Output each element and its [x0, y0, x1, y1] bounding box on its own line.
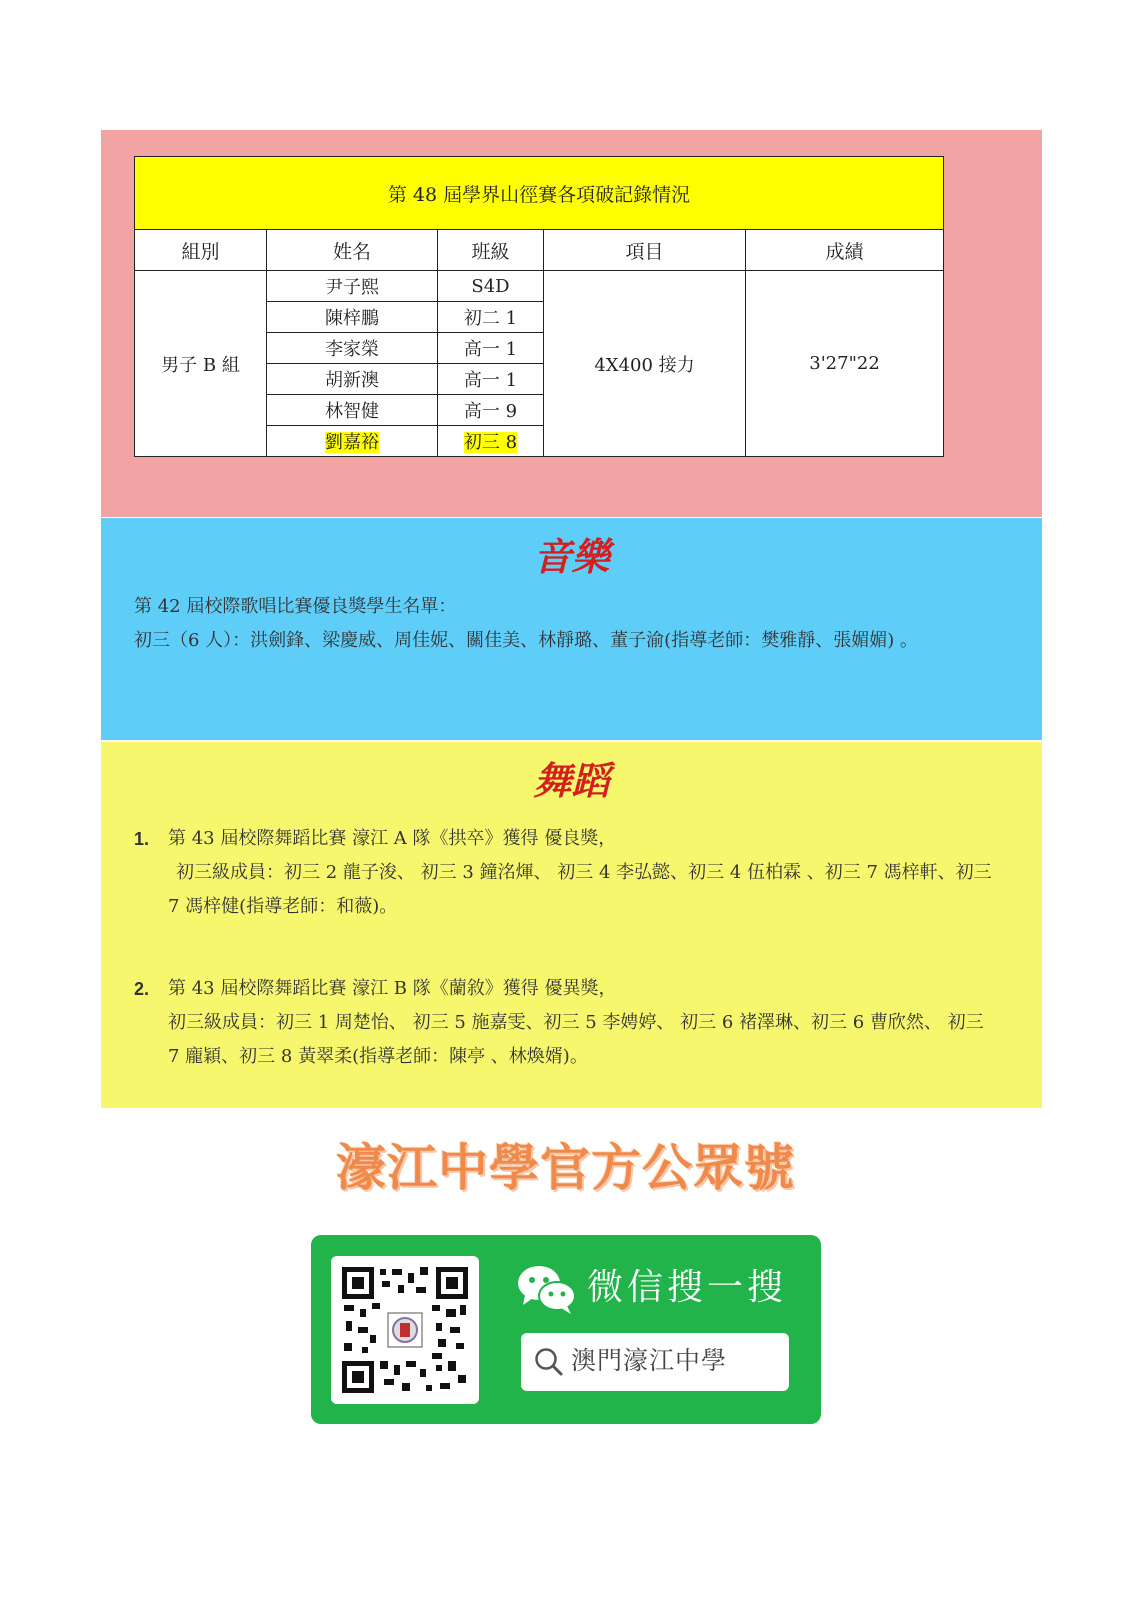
music-title: 音樂 — [533, 535, 610, 579]
music-members: 初三（6 人）：洪劍鋒、梁慶威、周佳妮、關佳美、林靜璐、董子渝(指導老師：樊雅靜、張媚媚) 。 — [134, 630, 918, 651]
music-section — [101, 518, 1042, 740]
name-cell: 林智健 — [267, 395, 438, 426]
table-row — [135, 271, 944, 302]
dance-item-members: 初三級成員：初三 1 周楚怡、 初三 5 施嘉雯、初三 5 李娉婷、 初三 6 褚澤琳、初三 6 曹欣然、 初三 7 龐穎、初三 8 黃翠柔(指導老師：陳亭 、林煥婿)。 — [168, 1012, 984, 1067]
search-input[interactable] — [521, 1333, 789, 1391]
name-cell-highlighted — [267, 426, 438, 457]
header-name: 姓名 — [267, 230, 438, 271]
dance-item-heading: 第 43 屆校際舞蹈比賽 濠江 A 隊《拱卒》獲得 優良獎， — [168, 828, 617, 849]
table-title: 第 48 屆學界山徑賽各項破記錄情況 — [135, 157, 944, 230]
wechat-logo-icon — [517, 1263, 577, 1315]
name-cell: 李家榮 — [267, 333, 438, 364]
wechat-search-label: 微信搜一搜 — [587, 1267, 788, 1308]
class-cell: 高一 1 — [438, 364, 544, 395]
header-event: 項目 — [544, 230, 746, 271]
header-class: 班級 — [438, 230, 544, 271]
class-cell: 高一 1 — [438, 333, 544, 364]
class-cell: S4D — [438, 271, 544, 302]
group-cell: 男子 B 組 — [135, 271, 267, 457]
list-number: 2. — [134, 979, 150, 999]
account-title: 濠江中學官方公眾號 — [336, 1139, 795, 1197]
event-cell: 4X400 接力 — [544, 271, 746, 457]
class-cell: 高一 9 — [438, 395, 544, 426]
list-item — [134, 822, 1004, 932]
highlighted-name: 劉嘉裕 — [325, 432, 379, 453]
dance-item-heading: 第 43 屆校際舞蹈比賽 濠江 B 隊《蘭敘》獲得 優異獎， — [168, 978, 617, 999]
dance-title: 舞蹈 — [533, 759, 610, 803]
name-cell: 胡新澳 — [267, 364, 438, 395]
search-query: 澳門濠江中學 — [571, 1346, 728, 1375]
name-cell: 陳梓鵬 — [267, 302, 438, 333]
qr-code — [331, 1256, 479, 1404]
dance-item-members: 初三級成員：初三 2 龍子浚、 初三 3 鐘洺煇、 初三 4 李弘懿、初三 4 伍柏霖 、初三 7 馮梓軒、初三 7 馮梓健(指導老師：和薇)。 — [168, 862, 992, 917]
list-number: 1. — [134, 829, 150, 849]
athletics-section — [101, 130, 1042, 517]
highlighted-class: 初三 8 — [463, 432, 518, 453]
class-cell: 初二 1 — [438, 302, 544, 333]
search-icon — [534, 1347, 564, 1377]
music-intro: 第 42 屆校際歌唱比賽優良獎學生名單： — [134, 596, 457, 617]
list-item — [134, 972, 1004, 1082]
dance-section — [101, 742, 1042, 1108]
name-cell: 尹子熙 — [267, 271, 438, 302]
header-result: 成績 — [746, 230, 944, 271]
qr-code-icon — [340, 1265, 470, 1395]
class-cell-highlighted — [438, 426, 544, 457]
record-table — [134, 156, 944, 457]
wechat-card — [311, 1235, 821, 1424]
header-group: 組別 — [135, 230, 267, 271]
result-cell: 3'27"22 — [746, 271, 944, 457]
